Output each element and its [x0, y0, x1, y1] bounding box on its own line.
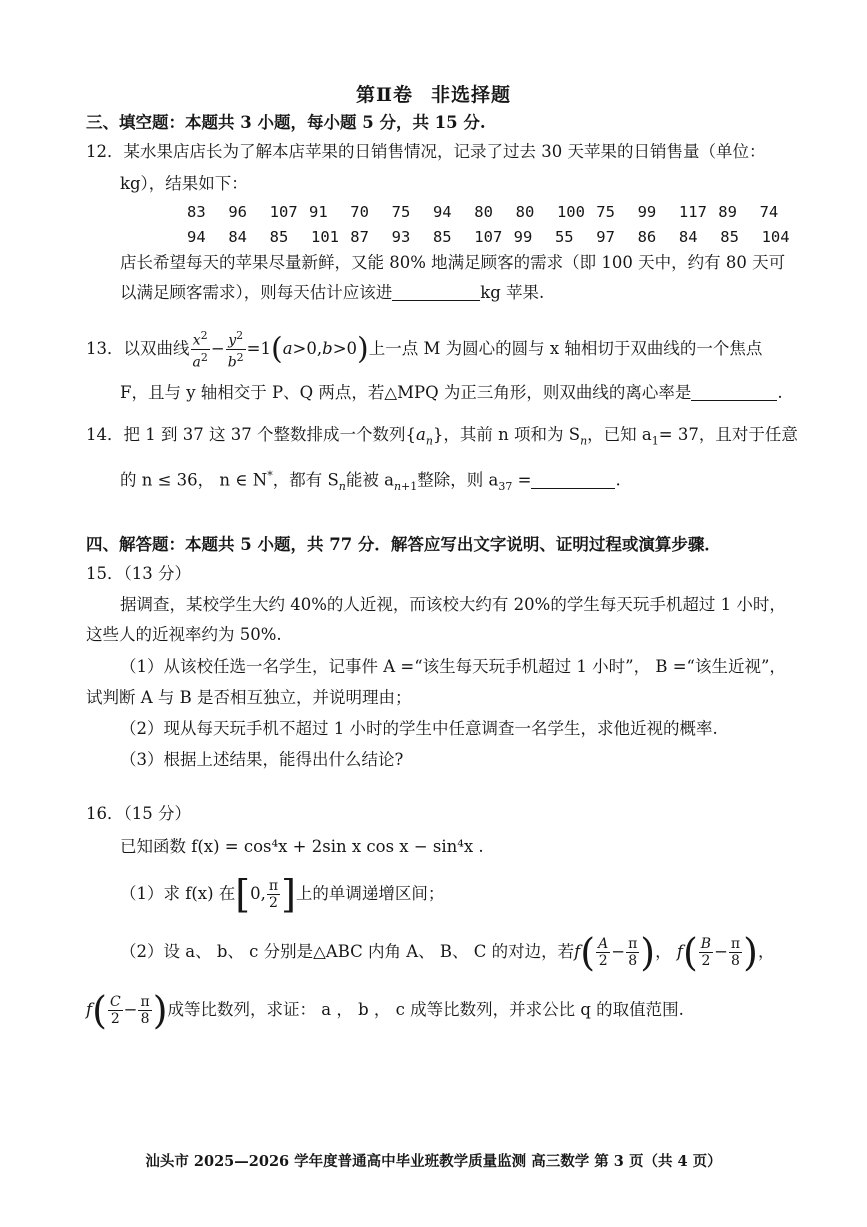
q12-data-row2: 94 84 85 101 87 93 85 107 99 55 97 86 84 85 104 — [187, 228, 790, 246]
q16-s2-line1: （2）设 a、 b、 c 分别是△ABC 内角 A、 B、 C 的对边，若f( $\frac{A}{2}$ − $\frac{\pi}{8}$ )， f( $\frac{B}{2}$ − $\frac{\pi}{8}$ )， — [120, 930, 775, 975]
q13-answer-blank — [691, 382, 777, 401]
q13-lead: 13．以双曲线 — [86, 339, 190, 358]
q12-line2: kg），结果如下： — [120, 174, 248, 193]
q14-line2-d: 整除，则 a — [417, 470, 499, 490]
q12-line1: 12．某水果店店长为了解本店苹果的日销售情况，记录了过去 30 天苹果的日销售量（单位： — [86, 142, 766, 161]
q16-s2-tail: 成等比数列，求证： a ， b ， c 成等比数列，并求公比 q 的取值范围. — [167, 1000, 684, 1019]
q14-line1-a: 14．把 1 到 37 这 37 个整数排成一个数列 — [86, 425, 406, 444]
q13-line2 — [120, 382, 783, 404]
q15-s2: （2）现从每天玩手机不超过 1 小时的学生中任意调查一名学生，求他近视的概率. — [120, 719, 718, 738]
part-label: 第Ⅱ卷 — [355, 84, 413, 106]
q15-p1: 据调查，某校学生大约 40%的人近视，而该校大约有 20%的学生每天玩手机超过 1 小时， — [120, 595, 786, 614]
q14-line1: 14．把 1 到 37 这 37 个整数排成一个数列$\{a_n\}$，其前 n 项和为 $S_n$，已知 $a_1= 37$，且对于任意 — [86, 425, 798, 448]
q16-s1-text: （1）求 f(x) 在 — [120, 884, 236, 903]
q13-end: . — [777, 383, 783, 402]
q14-line2-a: 的 n ≤ 36， n ∈ N — [120, 470, 268, 490]
q16-function: 已知函数 f(x) = cos⁴x + 2sin x cos x − sin⁴x . — [120, 837, 484, 856]
q15-p2: 这些人的近视率约为 50%. — [86, 625, 282, 644]
q16-s1: （1）求 f(x) 在[0, $\frac{\pi}{2}$ ]上的单调递增区间； — [120, 872, 445, 917]
section4-header: 四、解答题：本题共 5 小题，共 77 分．解答应写出文字说明、证明过程或演算步骤． — [86, 535, 721, 554]
q12-line3: 店长希望每天的苹果尽量新鲜，又能 80% 地满足顾客的需求（即 100 天中，约有 80 天可 — [120, 253, 786, 272]
part-name: 非选择题 — [431, 84, 512, 106]
q12-answer-blank — [392, 282, 480, 301]
q14-answer-blank — [531, 470, 615, 489]
q13-line2-text: F，且与 y 轴相交于 P、Q 两点，若△MPQ 为正三角形，则双曲线的离心率是 — [120, 383, 692, 402]
q16-head: 16．（15 分） — [86, 804, 191, 823]
section3-header: 三、填空题：本题共 3 小题，每小题 5 分，共 15 分. — [86, 113, 486, 132]
q16-s2-line2: f( $\frac{C}{2}$ − $\frac{\pi}{8}$ )成等比数列，求证： a ， b ， c 成等比数列，并求公比 q 的取值范围. — [86, 988, 684, 1033]
q12-line4 — [120, 282, 544, 304]
q14-line2-c: 能被 a — [345, 470, 394, 490]
q13-line1-tail: 上一点 M 为圆心的圆与 x 轴相切于双曲线的一个焦点 — [368, 339, 763, 358]
q14-line2-b: ，都有 S — [272, 470, 339, 490]
q15-head: 15．（13 分） — [86, 564, 191, 583]
part-title — [0, 80, 867, 107]
q15-s1b: 试判断 A 与 B 是否相互独立，并说明理由； — [86, 688, 412, 707]
q14-line2-e: = — [512, 470, 532, 490]
q16-s1-tail: 上的单调递增区间； — [295, 884, 445, 903]
q16-s2-text: （2）设 a、 b、 c 分别是△ABC 内角 A、 B、 C 的对边，若 — [120, 942, 575, 961]
q15-s1a: （1）从该校任选一名学生，记事件 A =“该生每天玩手机超过 1 小时”， B =“该生近视”， — [120, 657, 786, 676]
page-footer: 汕头市 2025—2026 学年度普通高中毕业班教学质量监测 高三数学 第 3 页（共 4 页） — [145, 1153, 722, 1170]
q12-line4-unit: kg 苹果. — [480, 283, 545, 302]
q15-s3: （3）根据上述结果，能得出什么结论? — [120, 750, 404, 769]
q14-line1-c: ，已知 a — [587, 425, 652, 444]
q13-line1: 13．以双曲线 $\frac{x^2}{a^2}$ − $\frac{y^2}{b^2}$ =1(a>0,b>0)上一点 M 为圆心的圆与 x 轴相切于双曲线的一个焦点 — [86, 329, 763, 371]
q12-data-row1: 83 96 107 91 70 75 94 80 80 100 75 99 117 89 74 — [187, 203, 779, 221]
q14-line1-b: ，其前 n 项和为 S — [443, 425, 581, 444]
q14-line1-d: = 37，且对于任意 — [658, 425, 798, 444]
q14-line2: 的 n ≤ 36， n ∈ N*，都有 $S_n$能被 $a_{n+1}$整除，则 $a_{37}$ = . — [120, 469, 621, 493]
q12-line4-text: 以满足顾客需求），则每天估计应该进 — [120, 283, 393, 302]
q14-end: . — [615, 470, 621, 490]
